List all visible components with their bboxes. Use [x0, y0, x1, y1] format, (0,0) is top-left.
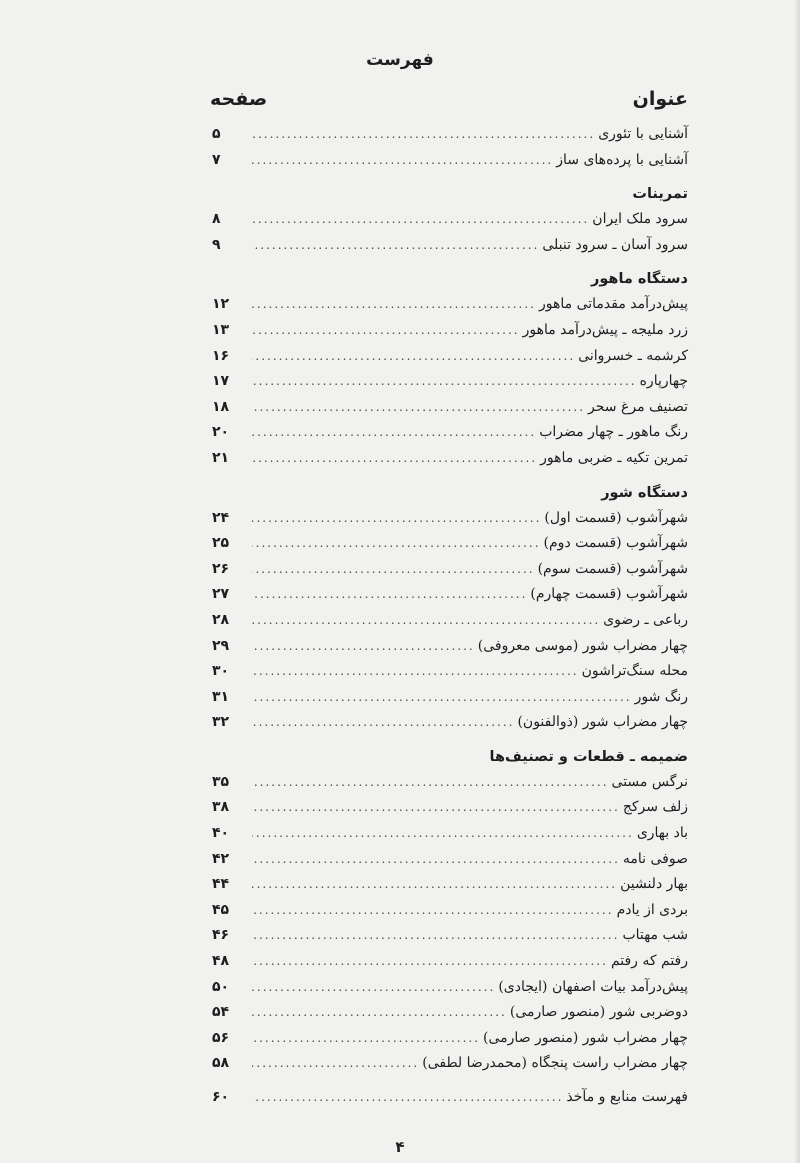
toc-entry-page: ۲۹	[212, 637, 230, 654]
toc-entry-title: شهرآشوب (قسمت دوم)	[543, 535, 688, 552]
toc-entry	[212, 506, 688, 532]
toc-entry-title: آشنایی با تئوری	[598, 126, 688, 142]
dot-leader	[252, 420, 536, 446]
section-title: تمرینات	[632, 186, 688, 203]
dot-leader	[252, 122, 595, 148]
toc-entry	[212, 122, 688, 148]
dot-leader	[252, 949, 608, 975]
toc-entry-page: ۲۱	[212, 449, 230, 466]
toc-entry-title: زلف سرکج	[622, 799, 688, 816]
toc-entry-page: ۱۳	[212, 321, 230, 338]
toc-entry-title: سرود ملک ایران	[592, 211, 688, 228]
toc-entry	[212, 770, 688, 796]
toc-entry	[212, 923, 688, 949]
dot-leader	[252, 821, 634, 847]
toc-entry	[212, 685, 688, 711]
toc-entry-page: ۱۲	[212, 296, 230, 313]
toc-entry-page: ۳۲	[212, 714, 230, 731]
toc-section	[212, 746, 688, 1077]
toc-entry-title: چهار مضراب شور (منصور صارمی)	[483, 1029, 688, 1046]
page-edge-shadow	[794, 0, 800, 1163]
dot-leader	[252, 1051, 419, 1077]
toc-entry-title: نرگس مستی	[611, 773, 688, 790]
toc-entry-page: ۸	[212, 211, 221, 228]
dot-leader	[252, 292, 536, 318]
toc-entry-title: رفتم که رفتم	[610, 953, 688, 970]
column-header-title: عنوان	[632, 88, 688, 110]
toc-entry	[212, 1085, 688, 1111]
dot-leader	[252, 344, 575, 370]
toc-entry-page: ۳۱	[212, 688, 230, 705]
section-title: دستگاه شور	[601, 484, 688, 501]
toc-entry-title: آشنایی با پرده‌های ساز	[556, 151, 688, 168]
toc-entry-page: ۲۷	[212, 586, 230, 603]
dot-leader	[252, 847, 620, 873]
toc-entry	[212, 344, 688, 370]
toc-entry-title: شهرآشوب (قسمت اول)	[544, 509, 688, 526]
toc-entry-title: کرشمه ـ خسروانی	[578, 347, 688, 364]
toc-entry-title: چهارپاره	[639, 373, 688, 390]
dot-leader	[252, 975, 495, 1001]
dot-leader	[252, 1085, 563, 1111]
dot-leader	[252, 659, 579, 685]
toc-entry-page: ۳۸	[212, 799, 230, 816]
page-title: فهرست	[366, 50, 434, 70]
table-of-contents	[212, 122, 688, 1111]
toc-entry-page: ۱۶	[212, 347, 230, 364]
dot-leader	[252, 233, 539, 259]
toc-entry	[212, 872, 688, 898]
toc-entry	[212, 898, 688, 924]
toc-entry	[212, 207, 688, 233]
toc-entry	[212, 446, 688, 472]
toc-entry	[212, 1051, 688, 1077]
toc-entry-title: تصنیف مرغ سحر	[588, 398, 688, 415]
dot-leader	[252, 872, 617, 898]
toc-entry-title: شب مهتاب	[622, 927, 688, 944]
toc-entry-title: شهرآشوب (قسمت چهارم)	[530, 586, 688, 603]
toc-entry-title: رباعی ـ رضوی	[603, 611, 688, 628]
toc-entry-title: باد بهاری	[636, 825, 688, 842]
page-number: ۴	[395, 1138, 405, 1156]
dot-leader	[252, 148, 553, 174]
toc-entry-page: ۱۷	[212, 373, 230, 390]
dot-leader	[252, 446, 537, 472]
toc-entry-page: ۱۸	[212, 398, 230, 415]
dot-leader	[252, 557, 535, 583]
dot-leader	[252, 923, 619, 949]
toc-entry	[212, 821, 688, 847]
toc-entry-page: ۴۵	[212, 901, 230, 918]
toc-entry-page: ۲۸	[212, 611, 230, 628]
dot-leader	[252, 710, 514, 736]
toc-entry-page: ۲۴	[212, 509, 230, 526]
toc-entry	[212, 582, 688, 608]
dot-leader	[252, 685, 632, 711]
toc-entry-title: رنگ ماهور ـ چهار مضراب	[539, 424, 688, 441]
dot-leader	[252, 1026, 480, 1052]
section-title: ضمیمه ـ قطعات و تصنیف‌ها	[489, 748, 688, 765]
toc-entry	[212, 795, 688, 821]
toc-entry	[212, 318, 688, 344]
toc-section	[212, 268, 688, 471]
toc-entry	[212, 148, 688, 174]
dot-leader	[252, 1000, 507, 1026]
toc-entry-title: پیش‌درآمد بیات اصفهان (ایجادی)	[498, 978, 688, 995]
toc-entry-title: چهار مضراب شور (ذوالفنون)	[517, 714, 688, 731]
dot-leader	[252, 898, 614, 924]
dot-leader	[252, 634, 475, 660]
toc-entry	[212, 975, 688, 1001]
toc-entry	[212, 949, 688, 975]
toc-entry	[212, 369, 688, 395]
toc-entry-title: سرود آسان ـ سرود تنبلی	[542, 236, 688, 253]
toc-entry-title: تمرین تکیه ـ ضربی ماهور	[540, 449, 688, 466]
toc-entry-page: ۲۶	[212, 560, 230, 577]
dot-leader	[252, 795, 620, 821]
toc-entry	[212, 395, 688, 421]
dot-leader	[252, 395, 585, 421]
dot-leader	[252, 369, 637, 395]
toc-entry	[212, 531, 688, 557]
toc-entry-title: چهار مضراب شور (موسی معروفی)	[477, 637, 688, 654]
toc-entry	[212, 1000, 688, 1026]
toc-entry-title: بردی از یادم	[616, 901, 688, 918]
column-header-page: صفحه	[210, 88, 268, 110]
toc-entry-page: ۵۰	[212, 978, 230, 995]
toc-entry-page: ۲۰	[212, 424, 230, 441]
toc-entry-title: پیش‌درآمد مقدماتی ماهور	[538, 296, 688, 313]
dot-leader	[252, 318, 520, 344]
dot-leader	[252, 506, 541, 532]
toc-entry	[212, 1026, 688, 1052]
toc-entry	[212, 847, 688, 873]
toc-entry	[212, 634, 688, 660]
toc-entry-title: شهرآشوب (قسمت سوم)	[537, 560, 688, 577]
toc-entry-title: صوفی نامه	[622, 850, 688, 867]
toc-section	[212, 183, 688, 258]
toc-entry-title: بهار دلنشین	[620, 876, 688, 893]
dot-leader	[252, 531, 541, 557]
toc-entry-page: ۴۶	[212, 927, 230, 944]
toc-entry-title: دوضربی شور (منصور صارمی)	[509, 1004, 688, 1021]
toc-entry-page: ۴۲	[212, 850, 230, 867]
toc-entry	[212, 292, 688, 318]
toc-entry	[212, 659, 688, 685]
dot-leader	[252, 207, 589, 233]
toc-entry-page: ۳۵	[212, 773, 230, 790]
toc-entry-page: ۷	[212, 151, 221, 168]
toc-entry	[212, 557, 688, 583]
toc-entry-page: ۵۶	[212, 1029, 230, 1046]
dot-leader	[252, 582, 527, 608]
toc-entry-title: محله سنگ‌تراشون	[581, 663, 688, 680]
toc-entry-title: فهرست منابع و مآخذ	[566, 1089, 688, 1105]
dot-leader	[252, 770, 609, 796]
toc-entry-title: چهار مضراب راست پنجگاه (محمدرضا لطفی)	[422, 1055, 688, 1072]
toc-entry-page: ۴۴	[212, 876, 230, 893]
toc-entry-title: رنگ شور	[634, 688, 688, 705]
toc-entry-page: ۵	[212, 126, 221, 142]
toc-entry-page: ۶۰	[212, 1089, 230, 1105]
toc-entry-page: ۹	[212, 236, 221, 253]
toc-entry-page: ۴۸	[212, 953, 230, 970]
toc-entry-page: ۲۵	[212, 535, 230, 552]
dot-leader	[252, 608, 600, 634]
toc-entry-page: ۵۸	[212, 1055, 230, 1072]
toc-entry-page: ۵۴	[212, 1004, 230, 1021]
toc-entry-page: ۴۰	[212, 825, 230, 842]
toc-entry	[212, 420, 688, 446]
toc-entry	[212, 233, 688, 259]
section-title: دستگاه ماهور	[590, 271, 688, 288]
toc-entry-title: زرد ملیجه ـ پیش‌درآمد ماهور	[522, 321, 688, 338]
toc-entry	[212, 710, 688, 736]
toc-entry-page: ۳۰	[212, 663, 230, 680]
toc-entry	[212, 608, 688, 634]
toc-section	[212, 122, 688, 173]
toc-section	[212, 482, 688, 736]
